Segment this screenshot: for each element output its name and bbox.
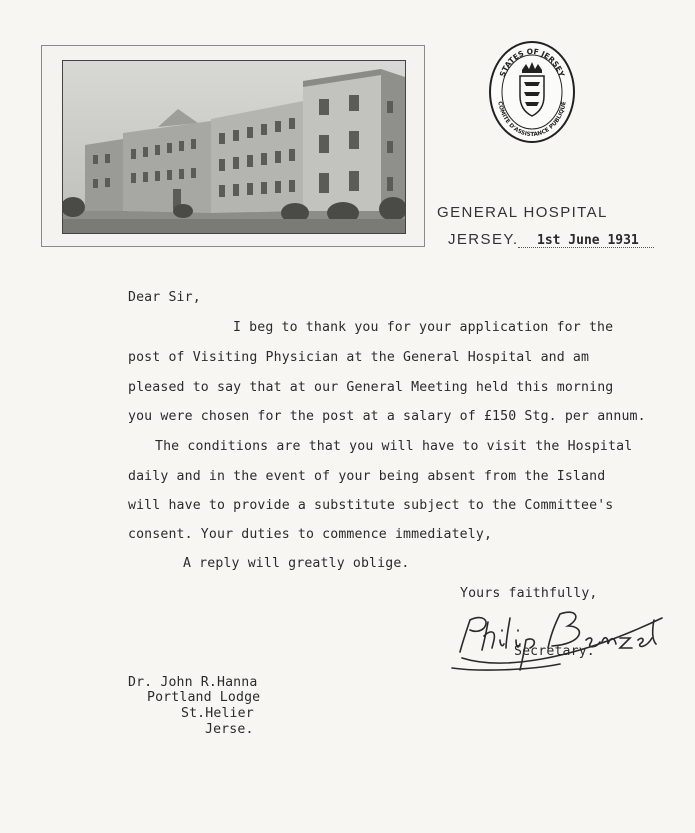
states-of-jersey-seal [488,40,576,144]
body-line: consent. Your duties to commence immediately, [128,527,493,542]
body-line: A reply will greatly oblige. [183,556,410,571]
recipient-line: Portland Lodge [147,690,261,705]
recipient-line: St.Helier [181,706,254,721]
body-line: pleased to say that at our General Meeting held this morning [128,380,614,395]
body-line: you were chosen for the post at a salary of £150 Stg. per annum. [128,409,646,424]
handwritten-signature [440,600,670,675]
signatory-title: Secretary. [514,644,595,659]
body-line: post of Visiting Physician at the General Hospital and am [128,350,590,365]
hospital-photo-frame [41,45,425,247]
recipient-line: Dr. John R.Hanna [128,675,258,690]
seal-text-top: STATES OF JERSEY [497,46,567,79]
seal-text-bottom: COMITE D'ASSISTANCE PUBLIQUE [496,101,568,139]
salutation: Dear Sir, [128,290,201,305]
body-line: daily and in the event of your being absent from the Island [128,469,606,484]
recipient-line: Jerse. [205,722,254,737]
body-line: The conditions are that you will have to visit the Hospital [155,439,633,454]
letter-date: 1st June 1931 [537,233,639,248]
body-line: I beg to thank you for your application for the [233,320,614,335]
date-rule [518,247,654,249]
letterhead-title: GENERAL HOSPITAL [437,204,608,221]
closing: Yours faithfully, [460,586,598,601]
hospital-photo [62,60,406,234]
letterhead-location: JERSEY. [448,231,519,248]
body-line: will have to provide a substitute subject to the Committee's [128,498,614,513]
